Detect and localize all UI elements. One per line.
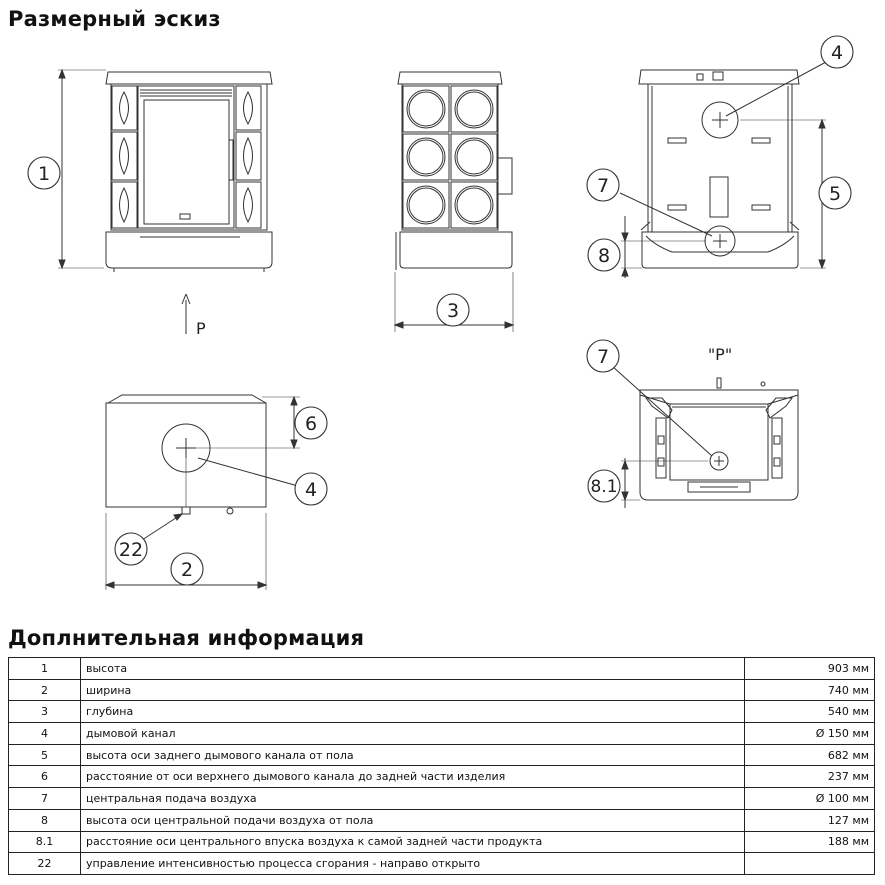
table-row [9, 788, 875, 810]
row-description: глубина [81, 701, 745, 723]
row-number: 3 [9, 701, 81, 723]
row-number: 22 [9, 853, 81, 875]
bottom-view-p [612, 366, 798, 508]
callout-4-rear-label: 4 [830, 42, 844, 64]
front-view [58, 70, 272, 334]
row-description: управление интенсивностью процесса сгорания - направо открыто [81, 853, 745, 875]
table-row [9, 679, 875, 701]
row-value: 903 мм [745, 658, 875, 680]
view-p-label: "P" [707, 345, 733, 364]
row-number: 4 [9, 723, 81, 745]
callout-8-1-label: 8.1 [590, 477, 618, 497]
row-value: 188 мм [745, 831, 875, 853]
callout-5-label: 5 [828, 183, 842, 205]
info-title: Доплнительная информация [8, 626, 365, 650]
table-row [9, 723, 875, 745]
row-value [745, 853, 875, 875]
row-description: расстояние от оси верхнего дымового канала до задней части изделия [81, 766, 745, 788]
row-value: 740 мм [745, 679, 875, 701]
table-row [9, 809, 875, 831]
row-number: 5 [9, 744, 81, 766]
side-view [395, 72, 513, 332]
callout-4-top-label: 4 [304, 479, 318, 501]
table-row [9, 853, 875, 875]
row-description: высота оси центральной подачи воздуха от пола [81, 809, 745, 831]
row-number: 8 [9, 809, 81, 831]
row-description: высота оси заднего дымового канала от пола [81, 744, 745, 766]
table-row [9, 744, 875, 766]
callout-7-rear-label: 7 [596, 175, 610, 197]
row-value: Ø 150 мм [745, 723, 875, 745]
row-description: центральная подача воздуха [81, 788, 745, 810]
view-arrow-label: P [196, 319, 206, 338]
row-number: 2 [9, 679, 81, 701]
callout-3-label: 3 [446, 300, 460, 322]
row-number: 7 [9, 788, 81, 810]
info-table [8, 657, 875, 875]
callout-6-label: 6 [304, 413, 318, 435]
row-value: Ø 100 мм [745, 788, 875, 810]
table-row [9, 766, 875, 788]
row-description: дымовой канал [81, 723, 745, 745]
table-row [9, 831, 875, 853]
callout-8-label: 8 [597, 245, 611, 267]
row-number: 1 [9, 658, 81, 680]
row-value: 237 мм [745, 766, 875, 788]
row-value: 127 мм [745, 809, 875, 831]
row-value: 540 мм [745, 701, 875, 723]
row-value: 682 мм [745, 744, 875, 766]
row-description: расстояние оси центрального впуска воздуха к самой задней части продукта [81, 831, 745, 853]
row-number: 8.1 [9, 831, 81, 853]
row-number: 6 [9, 766, 81, 788]
callout-2-label: 2 [180, 559, 194, 581]
callout-7-bottom-label: 7 [596, 346, 610, 368]
table-row [9, 658, 875, 680]
table-row [9, 701, 875, 723]
callout-1-label: 1 [37, 163, 51, 185]
sketch-title: Размерный эскиз [8, 7, 221, 31]
row-description: ширина [81, 679, 745, 701]
rear-view [620, 62, 826, 278]
callout-22-label: 22 [118, 539, 144, 561]
row-description: высота [81, 658, 745, 680]
